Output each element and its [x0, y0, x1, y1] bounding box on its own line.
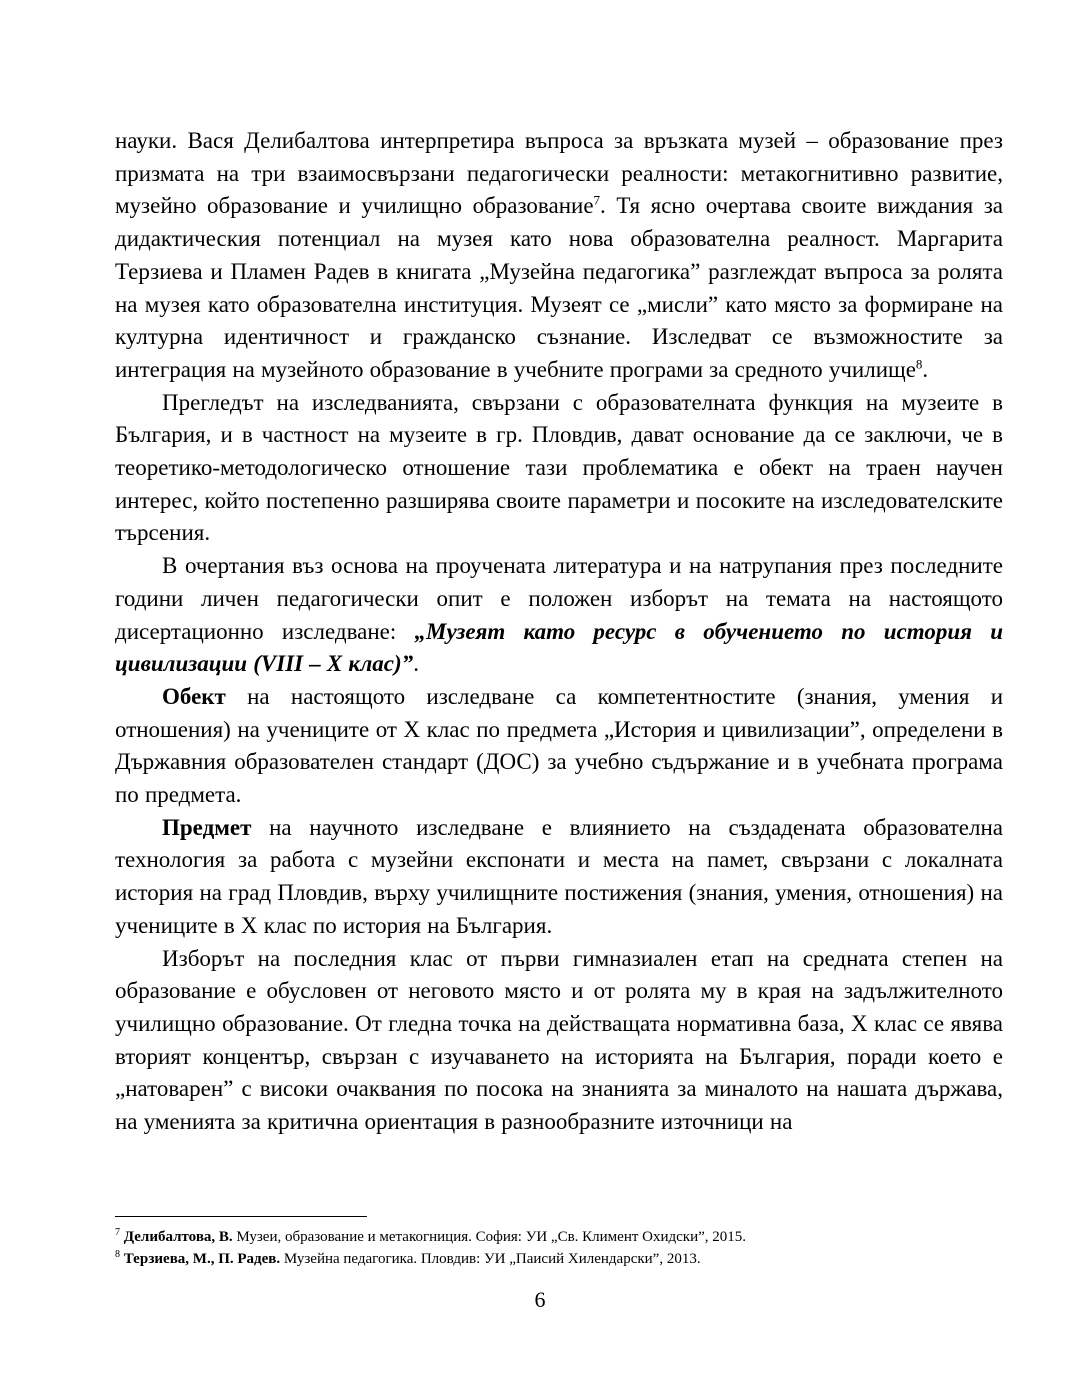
paragraph-text: .: [922, 356, 929, 382]
footnote: [115, 1248, 1003, 1270]
paragraph-continuation: [115, 125, 1003, 387]
paragraph-text: Прегледът на изследванията, свързани с образователната функция на музеите в България, и в частност на музеите в гр. Пловдив, дават основание да се заключи, че в теоретико-методологическо отношение тази проблематика е обект на траен научен интерес, който постепенно разширява своите параметри и посоките на изследователските търсения.: [115, 389, 1003, 546]
footnote: [115, 1226, 1003, 1248]
paragraph-object: [115, 681, 1003, 812]
paragraph-text: Изборът на последния клас от първи гимназиален етап на средната степен на образование е обусловен от неговото място и от ролята му в края на задължителното училищно образование. От гледна точка на действащата нормативна база, X клас се явява вторият концентър, свързан с изучаването на историята на България, поради което е „натоварен” с високи очаквания по посока на знанията за миналото на нашата държава, на уменията за критична ориентация в разнообразните източници на: [115, 945, 1003, 1135]
footnote-separator: [115, 1216, 367, 1217]
term-object: Обект: [162, 683, 226, 709]
paragraph-text: на настоящото изследване са компетентностите (знания, умения и отношения) на учениците от X клас по предмета „История и цивилизации”, определени в Държавния образователен стандарт (ДОС) за учебно съдържание и в учебната програма по предмета.: [115, 683, 1003, 808]
paragraph-text: В очертания въз основа на проучената литература и на натрупания през последните години личен педагогически опит е положен изборът на темата на настоящото дисертационно изследване:: [115, 553, 1003, 644]
term-subject: Предмет: [162, 814, 252, 840]
footnote-number: 8: [115, 1249, 120, 1260]
footnote-author: Делибалтова, В.: [123, 1229, 233, 1245]
paragraph-subject: [115, 812, 1003, 943]
footnote-text: Музеи, образование и метакогниция. София: УИ „Св. Климент Охидски”, 2015.: [232, 1229, 747, 1245]
body-text: [115, 125, 1003, 1139]
paragraph-text: .: [413, 651, 419, 677]
dissertation-title: „Музеят като ресурс в обучението по история и цивилизации (VIII – X клас)”: [115, 618, 1003, 677]
paragraph-text: на научното изследване е влиянието на създадената образователна технология за работа с музейни експонати и места на памет, свързани с локалната история на град Пловдив, върху училищните постижения (знания, умения, отношения) на учениците в X клас по история на България.: [115, 814, 1003, 938]
paragraph-text: науки. Вася Делибалтова интерпретира въпроса за връзката музей – образование през призмата на три взаимосвързани педагогически реалности: метакогнитивно развитие, музейно образование и училищно образование: [115, 128, 1003, 219]
paragraph: [115, 387, 1003, 551]
footnote-text: Музейна педагогика. Пловдив: УИ „Паисий Хилендарски”, 2013.: [280, 1251, 701, 1267]
paragraph: [115, 943, 1003, 1139]
footnote-number: 7: [115, 1227, 120, 1238]
paragraph-text: . Тя ясно очертава своите виждания за дидактическия потенциал на музея като нова образователна реалност. Маргарита Терзиева и Пламен Радев в книгата „Музейна педагогика” разглеждат въпроса за ролята на музея като образователна институция. Музеят се „мисли” като място за формиране на културна идентичност и гражданско съзнание. Изследват се възможностите за интеграция на музейното образование в учебните програми за средното училище: [115, 193, 1003, 382]
page-number: 6: [534, 1287, 546, 1312]
footnote-author: Терзиева, М., П. Радев.: [123, 1251, 281, 1267]
footnote-reference: 8: [915, 356, 923, 372]
footnotes: [115, 1226, 1003, 1270]
footnote-reference: 7: [593, 192, 601, 208]
paragraph-topic: [115, 550, 1003, 681]
